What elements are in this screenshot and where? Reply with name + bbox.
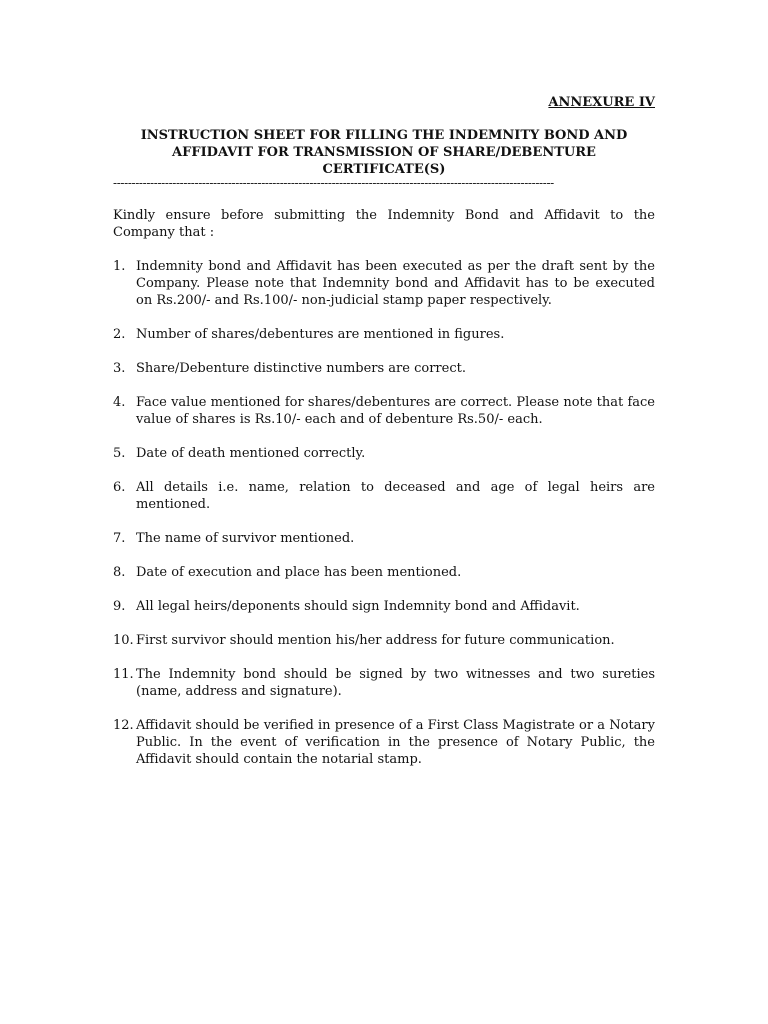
item-text: Date of execution and place has been mentioned. [136,565,462,580]
item-number: 7. [113,531,126,546]
item-text: The Indemnity bond should be signed by two witnesses and two sureties (name, address and signature). [136,667,655,699]
item-text: All details i.e. name, relation to deceased and age of legal heirs are mentioned. [136,480,655,512]
annexure-label: ANNEXURE IV [548,95,655,110]
instruction-list [113,258,655,768]
item-number: 1. [113,259,126,274]
item-text: Affidavit should be verified in presence of a First Class Magistrate or a Notary Public. In the event of verification in the presence of Notary Public, the Affidavit should contain the notarial stamp. [136,718,655,767]
item-text: All legal heirs/deponents should sign Indemnity bond and Affidavit. [136,599,580,614]
item-text: Date of death mentioned correctly. [136,446,366,461]
list-item [113,326,655,343]
item-number: 4. [113,395,126,410]
item-number: 8. [113,565,126,580]
list-item [113,394,655,428]
item-number: 5. [113,446,126,461]
item-number: 9. [113,599,126,614]
list-item [113,564,655,581]
item-number: 2. [113,327,126,342]
item-text: Number of shares/debentures are mentioned in figures. [136,327,505,342]
item-text: Face value mentioned for shares/debentures are correct. Please note that face value of shares is Rs.10/- each and of debenture Rs.50/- each. [136,395,655,427]
item-text: First survivor should mention his/her address for future communication. [136,633,615,648]
item-number: 10. [113,633,134,648]
title-line: CERTIFICATE(S) [322,162,446,177]
list-item [113,258,655,309]
item-number: 11. [113,667,134,682]
list-item [113,717,655,768]
intro-paragraph: Kindly ensure before submitting the Indemnity Bond and Affidavit to the Company that : [113,208,655,240]
item-number: 3. [113,361,126,376]
list-item [113,479,655,513]
title-line: INSTRUCTION SHEET FOR FILLING THE INDEMNITY BOND AND [140,128,628,143]
list-item [113,632,655,649]
item-number: 12. [113,718,134,733]
item-text: The name of survivor mentioned. [136,531,355,546]
item-number: 6. [113,480,126,495]
list-item [113,666,655,700]
document-title [127,127,641,178]
list-item [113,445,655,462]
separator-line: ----------------------------------------------------------------------------------------------------------------------- [113,177,554,189]
list-item [113,530,655,547]
item-text: Share/Debenture distinctive numbers are correct. [136,361,466,376]
list-item [113,360,655,377]
document-page [113,94,655,785]
title-line: AFFIDAVIT FOR TRANSMISSION OF SHARE/DEBENTURE [172,145,596,160]
list-item [113,598,655,615]
item-text: Indemnity bond and Affidavit has been executed as per the draft sent by the Company. Please note that Indemnity bond and Affidavit has to be executed on Rs.200/- and Rs.100/- non-judicial stamp paper respectively. [136,259,655,308]
